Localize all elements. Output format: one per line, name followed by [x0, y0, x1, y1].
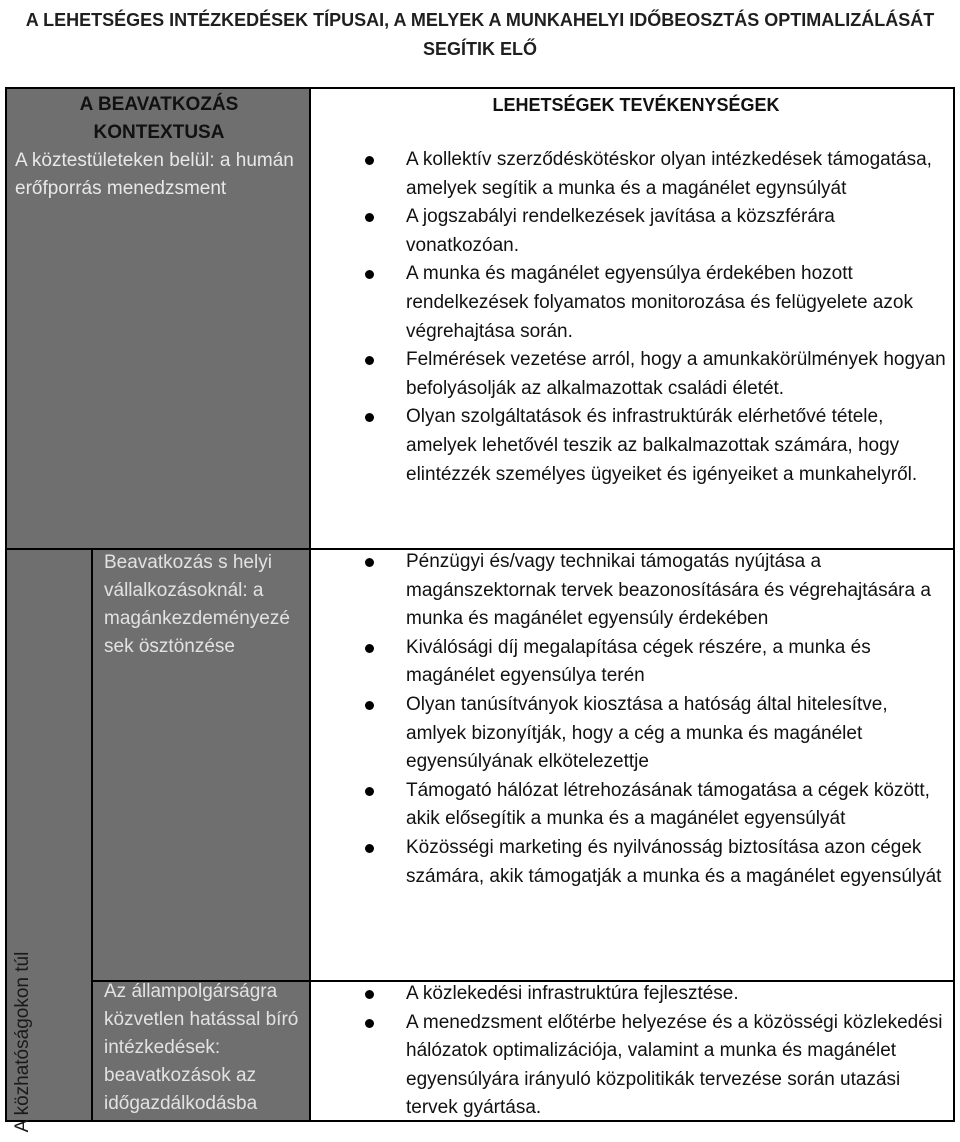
title-line-2: SEGÍTIK ELŐ: [422, 39, 537, 59]
sub-column-divider: [91, 548, 93, 1122]
bullet-icon: [365, 644, 374, 653]
list-item: Olyan tanúsítványok kiosztása a hatóság által hitelesítve, amlyek bizonyítják, hogy a cég a munka és magánélet egyensúlyának elkötelezettje: [319, 691, 953, 777]
context-citizens: Az állampolgárságra közvetlen hatással bíró intézkedések: beavatkozások az időgazdálkodásba: [104, 981, 299, 1114]
bullet-icon: [365, 701, 374, 710]
bullet-icon: [365, 413, 374, 422]
list-item: A kollektív szerződéskötéskor olyan intézkedések támogatása, amelyek segítik a munka és a magánélet egynsúlyát: [319, 146, 953, 203]
list-item: Támogató hálózat létrehozásának támogatása a cégek között, akik elősegítik a munka és a magánélet egyensúlyát: [319, 777, 953, 834]
table-border-right: [953, 87, 955, 1122]
table-border-left: [5, 87, 7, 1122]
list-item: Pénzügyi és/vagy technikai támogatás nyújtása a magánszektornak tervek beazonosítására és végrehajtására a munka és magánélet egyensúly érdekében: [319, 548, 953, 634]
list-item: Kiválósági díj megalapítása cégek részére, a munka és magánélet egyensúlya terén: [319, 634, 953, 691]
activity-group-local: [319, 548, 953, 891]
table-border-top: [5, 87, 955, 89]
list-item: Közösségi marketing és nyilvánosság biztosítása azon cégek számára, akik támogatják a munka és a magánélet egyensúlyát: [319, 834, 953, 891]
title-line-1: A LEHETSÉGES INTÉZKEDÉSEK TÍPUSAI, A MELYEK A MUNKAHELYI IDŐBEOSZTÁS OPTIMALIZÁLÁSÁT: [25, 10, 935, 30]
document-title: [0, 6, 960, 64]
list-item: A menedzsment előtérbe helyezése és a közösségi közlekedési hálózatok optimalizációja, valamint a munka és magánélet egyensúlyára irányuló közpolitikák tervezése során utazási tervek gyártása.: [319, 1009, 953, 1123]
activity-group-citizens: [319, 980, 953, 1123]
bullet-icon: [365, 213, 374, 222]
context-vertical-label: A közhatóságokon túl: [12, 951, 33, 1133]
measures-table: [5, 87, 955, 1133]
bullet-icon: [365, 558, 374, 567]
bullet-icon: [365, 990, 374, 999]
bullet-icon: [365, 1019, 374, 1028]
list-item: A jogszabályi rendelkezések javítása a közszférára vonatkozóan.: [319, 203, 953, 260]
context-internal: A köztestületeken belül: a humán erőfporrás menedzsment: [15, 150, 294, 199]
activities-header: LEHETSÉGEK TEVÉKENYSÉGEK: [492, 95, 780, 115]
list-item: A munka és magánélet egyensúlya érdekében hozott rendelkezések folyamatos monitorozása és felügyelete azok végrehajtása során.: [319, 260, 953, 346]
context-local: Beavatkozás s helyi vállalkozásoknál: a magánkezdeményezé sek ösztönzése: [104, 552, 290, 657]
bullet-icon: [365, 787, 374, 796]
context-header: A BEAVATKOZÁS KONTEXTUSA: [79, 94, 239, 143]
bullet-icon: [365, 356, 374, 365]
bullet-icon: [365, 156, 374, 165]
bullet-icon: [365, 844, 374, 853]
list-item: A közlekedési infrastruktúra fejlesztése.: [319, 980, 953, 1009]
activity-group-internal: [319, 146, 953, 489]
list-item: Felmérések vezetése arról, hogy a amunkakörülmények hogyan befolyásolják az alkalmazottak családi életét.: [319, 346, 953, 403]
bullet-icon: [365, 270, 374, 279]
list-item: Olyan szolgáltatások és infrastruktúrák elérhetővé tétele, amelyek lehetővél teszik az balkalmazottak számára, hogy elintézzék személyes ügyeiket és igényeiket a munkahelyről.: [319, 403, 953, 489]
